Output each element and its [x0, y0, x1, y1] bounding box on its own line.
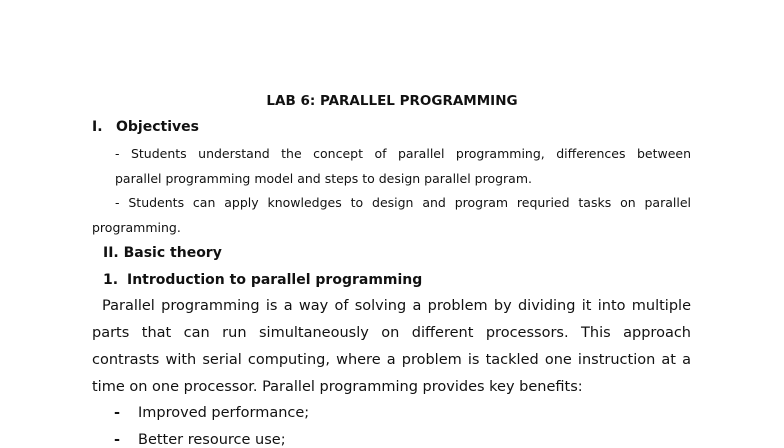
objective-2-line-1: - Students can apply knowledges to design and program requried tasks on parallel	[115, 195, 691, 210]
objective-1-line-2: parallel programming model and steps to design parallel program.	[115, 171, 532, 186]
paragraph-line: time on one processor. Parallel programming provides key benefits:	[92, 379, 583, 395]
section-number: I.	[92, 119, 103, 135]
paragraph-line: Parallel programming is a way of solving a problem by dividing it into multiple	[102, 298, 691, 314]
paragraph-line: contrasts with serial computing, where a problem is tackled one instruction at a	[92, 352, 691, 368]
bullet-marker: -	[114, 432, 121, 448]
list-item	[114, 432, 286, 448]
section-heading-objectives	[92, 119, 199, 135]
section-title: Objectives	[116, 119, 199, 135]
subsection-title: Introduction to parallel programming	[127, 272, 423, 288]
list-item-text: Better resource use;	[138, 432, 286, 448]
document-title: LAB 6: PARALLEL PROGRAMMING	[266, 93, 518, 109]
section-heading-basic-theory: II. Basic theory	[103, 245, 222, 261]
paragraph-line: parts that can run simultaneously on different processors. This approach	[92, 325, 691, 341]
subsection-heading-introduction	[103, 272, 422, 288]
bullet-marker: -	[114, 405, 121, 421]
list-item	[114, 405, 309, 421]
objective-1-line-1: - Students understand the concept of parallel programming, differences between	[115, 146, 691, 161]
subsection-number: 1.	[103, 272, 119, 288]
objective-2-line-2: programming.	[92, 220, 181, 235]
list-item-text: Improved performance;	[138, 405, 310, 421]
